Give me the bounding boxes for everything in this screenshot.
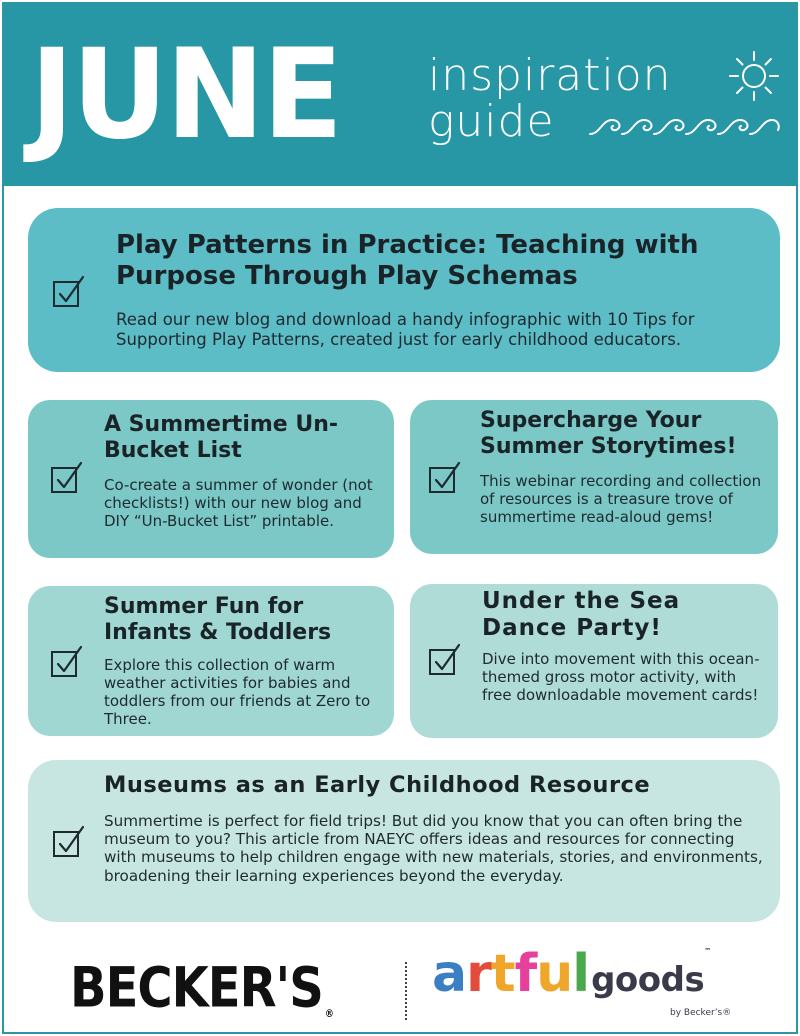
checkbox-icon bbox=[50, 460, 84, 494]
artful-letter: a bbox=[432, 944, 467, 1004]
artful-letter: u bbox=[536, 944, 573, 1004]
card-play-patterns[interactable] bbox=[28, 208, 780, 372]
card-un-bucket-list[interactable] bbox=[28, 400, 394, 558]
card-description: Read our new blog and download a handy infographic with 10 Tips for Supporting Play Patterns, created just for early childhood educators. bbox=[116, 310, 695, 349]
card-title: A Summertime Un-Bucket List bbox=[104, 412, 339, 463]
subtitle-inspiration: inspiration bbox=[428, 50, 672, 101]
card-description: Explore this collection of warm weather activities for babies and toddlers from our friends at Zero to Three. bbox=[104, 656, 371, 728]
card-under-the-sea[interactable] bbox=[410, 584, 778, 738]
card-summer-storytimes[interactable] bbox=[410, 400, 778, 554]
artful-letter: f bbox=[514, 944, 537, 1004]
card-description: Co-create a summer of wonder (not checklists!) with our new blog and DIY “Un-Bucket List” printable. bbox=[104, 476, 373, 530]
month-title: JUNE bbox=[30, 21, 342, 167]
card-description: Summertime is perfect for field trips! But did you know that you can often bring the museum to you? This article from NAEYC offers ideas and resources for connecting with museums to help children engage with new materials, stories, and environments, broadening their learning experiences beyond the everyday. bbox=[104, 812, 763, 885]
sun-icon bbox=[726, 48, 782, 104]
artful-byline: by Becker’s® bbox=[670, 1008, 732, 1018]
card-title: Supercharge Your Summer Storytimes! bbox=[480, 408, 737, 459]
beckers-logo[interactable] bbox=[70, 956, 334, 1020]
inspiration-guide-page bbox=[2, 2, 798, 1034]
waves-icon bbox=[588, 110, 782, 144]
card-title: Under the Sea Dance Party! bbox=[482, 588, 681, 642]
card-description: Dive into movement with this ocean-themed gross motor activity, with free downloadable movement cards! bbox=[482, 650, 760, 704]
checkbox-icon bbox=[428, 460, 462, 494]
subtitle-guide: guide bbox=[428, 96, 555, 147]
goods-wordmark: goods bbox=[591, 960, 705, 1000]
artful-letter: r bbox=[466, 944, 491, 1004]
artful-wordmark bbox=[432, 944, 711, 1004]
checkbox-icon bbox=[52, 824, 86, 858]
checkbox-icon bbox=[50, 644, 84, 678]
card-infants-toddlers[interactable] bbox=[28, 586, 394, 736]
card-museums[interactable] bbox=[28, 760, 780, 922]
card-description: This webinar recording and collection of resources is a treasure trove of summertime read-aloud gems! bbox=[480, 472, 762, 526]
checkbox-icon bbox=[428, 642, 462, 676]
artful-letter: t bbox=[490, 944, 515, 1004]
header-banner bbox=[4, 4, 796, 186]
card-title: Play Patterns in Practice: Teaching with Purpose Through Play Schemas bbox=[116, 230, 699, 291]
checkbox-icon bbox=[52, 274, 86, 308]
artful-letter: l bbox=[572, 944, 590, 1004]
trademark-mark: ™ bbox=[704, 947, 711, 955]
card-title: Summer Fun for Infants & Toddlers bbox=[104, 594, 332, 645]
card-title: Museums as an Early Childhood Resource bbox=[104, 772, 651, 798]
logo-divider bbox=[405, 962, 407, 1020]
artful-goods-logo[interactable] bbox=[432, 944, 732, 1018]
beckers-logo-text: BECKER'S bbox=[70, 956, 323, 1021]
registered-mark: ® bbox=[324, 1008, 334, 1021]
